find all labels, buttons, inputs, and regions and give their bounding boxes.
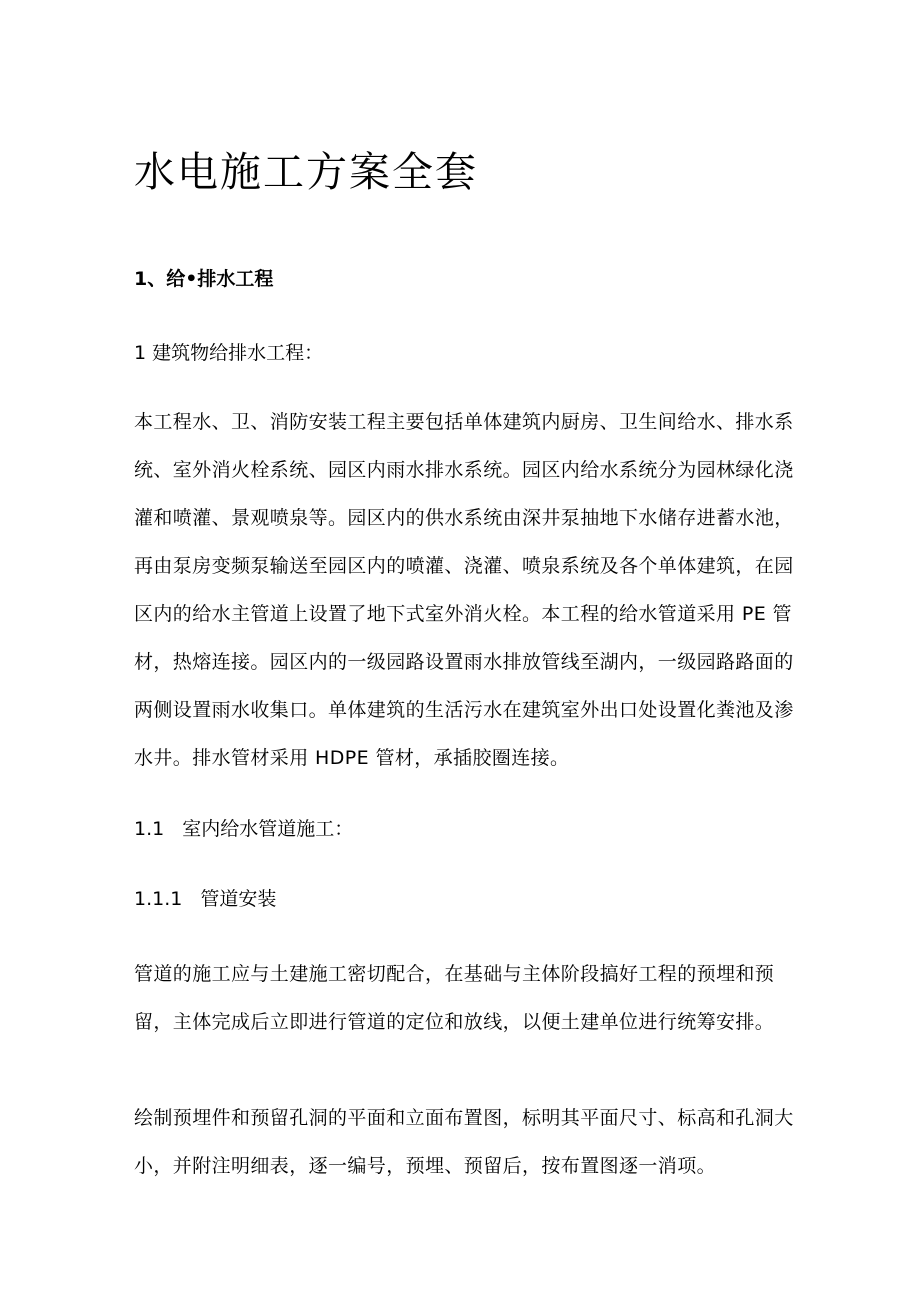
subsection-heading-building-water: 1 建筑物给排水工程： xyxy=(134,342,324,364)
section-number: 1.1 xyxy=(134,818,165,840)
subsection-heading-indoor-water-pipe xyxy=(134,812,353,846)
section-heading-water-supply-drainage: 1、给•排水工程 xyxy=(134,268,274,290)
section-number: 1.1.1 xyxy=(134,888,183,910)
subsection-heading-pipe-installation xyxy=(134,882,276,916)
paragraph-embedded-parts-drawing: 绘制预埋件和预留孔洞的平面和立面布置图，标明其平面尺寸、标高和孔洞大小，并附注明细表，逐一编号，预埋、预留后，按布置图逐一消项。 xyxy=(134,1107,794,1177)
document-title: 水电施工方案全套 xyxy=(134,148,478,196)
section-label: 管道安装 xyxy=(200,888,277,910)
paragraph-construction-coordination: 管道的施工应与土建施工密切配合，在基础与主体阶段搞好工程的预埋和预留，主体完成后立即进行管道的定位和放线，以便土建单位进行统筹安排。 xyxy=(134,963,775,1033)
paragraph-project-overview: 本工程水、卫、消防安装工程主要包括单体建筑内厨房、卫生间给水、排水系统、室外消火栓系统、园区内雨水排水系统。园区内给水系统分为园林绿化浇灌和喷灌、景观喷泉等。园区内的供水系统由深井泵抽地下水储存进蓄水池，再由泵房变频泵输送至园区内的喷灌、浇灌、喷泉系统及各个单体建筑，在园区内的给水主管道上设置了地下式室外消火栓。本工程的给水管道采用 PE 管材，热熔连接。园区内的一级园路设置雨水排放管线至湖内，一级园路路面的两侧设置雨水收集口。单体建筑的生活污水在建筑室外出口处设置化粪池及渗水井。排水管材采用 HDPE 管材，承插胶圈连接。 xyxy=(134,411,794,769)
section-label: 室内给水管道施工： xyxy=(182,818,354,840)
